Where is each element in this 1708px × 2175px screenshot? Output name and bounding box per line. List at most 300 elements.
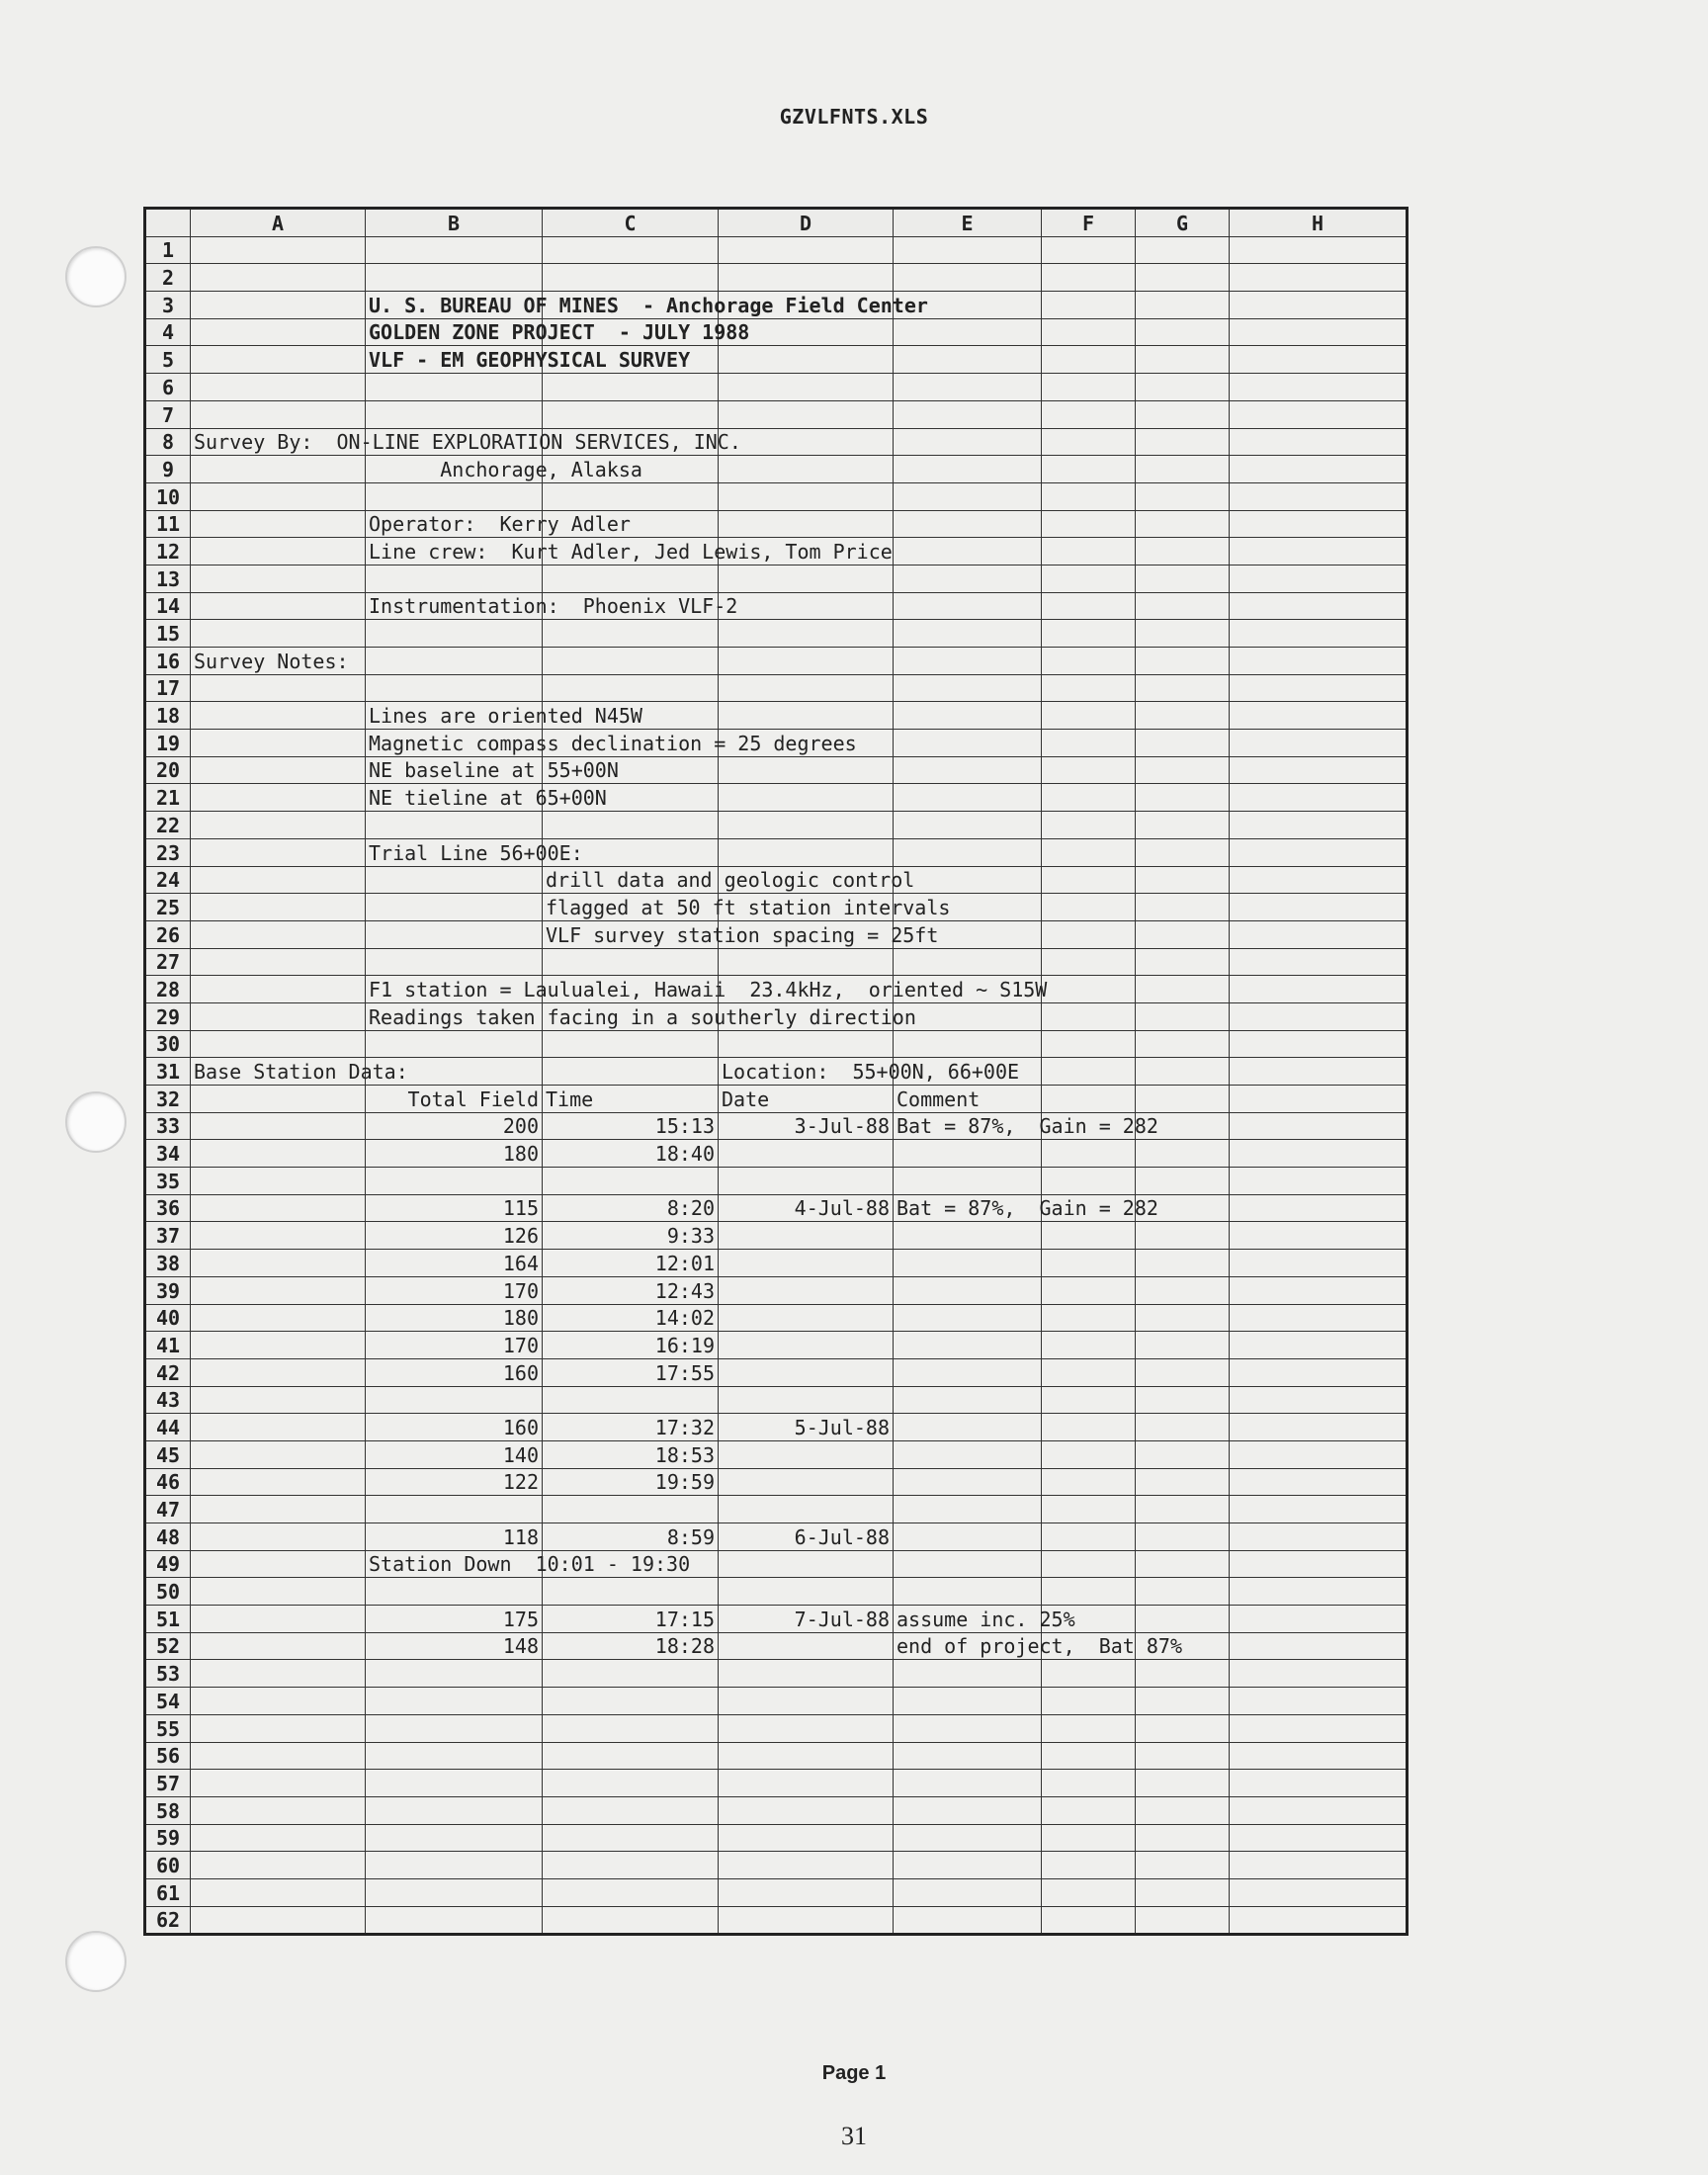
cell-e52[interactable] (894, 1632, 1182, 1660)
row-number[interactable]: 13 (145, 565, 191, 592)
cell-f21[interactable] (1042, 784, 1136, 812)
cell-a34[interactable] (191, 1140, 366, 1168)
column-header-f[interactable]: F (1042, 209, 1136, 237)
cell-h45[interactable] (1230, 1440, 1408, 1468)
cell-c55[interactable] (543, 1714, 719, 1742)
cell-b6[interactable] (366, 374, 543, 401)
row-number[interactable]: 3 (145, 292, 191, 319)
cell-a9[interactable] (191, 456, 366, 483)
cell-b27[interactable] (366, 948, 543, 976)
cell-h9[interactable] (1230, 456, 1408, 483)
cell-e6[interactable] (894, 374, 1042, 401)
cell-a39[interactable] (191, 1276, 366, 1304)
cell-e10[interactable] (894, 482, 1042, 510)
cell-b30[interactable] (366, 1030, 543, 1058)
cell-h31[interactable] (1230, 1058, 1408, 1086)
cell-h50[interactable] (1230, 1578, 1408, 1606)
cell-a58[interactable] (191, 1796, 366, 1824)
cell-c47[interactable] (543, 1496, 719, 1523)
cell-d54[interactable] (719, 1688, 894, 1715)
cell-b48[interactable]: 118 (366, 1523, 543, 1551)
cell-a45[interactable] (191, 1440, 366, 1468)
cell-d49[interactable] (719, 1550, 894, 1578)
cell-d21[interactable] (719, 784, 894, 812)
cell-h5[interactable] (1230, 346, 1408, 374)
cell-g5[interactable] (1136, 346, 1230, 374)
cell-f30[interactable] (1042, 1030, 1136, 1058)
cell-d37[interactable] (719, 1222, 894, 1250)
cell-e17[interactable] (894, 674, 1042, 702)
row-number[interactable]: 32 (145, 1086, 191, 1113)
cell-e9[interactable] (894, 456, 1042, 483)
cell-g60[interactable] (1136, 1852, 1230, 1879)
cell-b10[interactable] (366, 482, 543, 510)
cell-h2[interactable] (1230, 264, 1408, 292)
cell-f8[interactable] (1042, 428, 1136, 456)
row-number[interactable]: 56 (145, 1742, 191, 1770)
cell-h29[interactable] (1230, 1002, 1408, 1030)
cell-c45[interactable]: 18:53 (543, 1440, 719, 1468)
cell-d34[interactable] (719, 1140, 894, 1168)
cell-f9[interactable] (1042, 456, 1136, 483)
row-number[interactable]: 51 (145, 1606, 191, 1633)
cell-h59[interactable] (1230, 1824, 1408, 1852)
cell-f56[interactable] (1042, 1742, 1136, 1770)
cell-a59[interactable] (191, 1824, 366, 1852)
row-number[interactable]: 61 (145, 1878, 191, 1906)
cell-e35[interactable] (894, 1168, 1042, 1195)
cell-g24[interactable] (1136, 866, 1230, 894)
cell-e59[interactable] (894, 1824, 1042, 1852)
cell-f41[interactable] (1042, 1332, 1136, 1359)
cell-c62[interactable] (543, 1906, 719, 1935)
cell-g38[interactable] (1136, 1250, 1230, 1277)
cell-a31[interactable] (191, 1058, 408, 1086)
cell-d51[interactable]: 7-Jul-88 (719, 1606, 894, 1633)
cell-d43[interactable] (719, 1386, 894, 1414)
cell-a52[interactable] (191, 1632, 366, 1660)
cell-g14[interactable] (1136, 592, 1230, 620)
cell-g53[interactable] (1136, 1660, 1230, 1688)
cell-g40[interactable] (1136, 1304, 1230, 1332)
cell-e34[interactable] (894, 1140, 1042, 1168)
cell-g18[interactable] (1136, 702, 1230, 730)
cell-f3[interactable] (1042, 292, 1136, 319)
cell-a48[interactable] (191, 1523, 366, 1551)
cell-e39[interactable] (894, 1276, 1042, 1304)
cell-b38[interactable]: 164 (366, 1250, 543, 1277)
cell-g23[interactable] (1136, 838, 1230, 866)
cell-h56[interactable] (1230, 1742, 1408, 1770)
cell-a15[interactable] (191, 620, 366, 648)
cell-a12[interactable] (191, 538, 366, 566)
cell-e47[interactable] (894, 1496, 1042, 1523)
cell-c15[interactable] (543, 620, 719, 648)
row-number[interactable]: 39 (145, 1276, 191, 1304)
cell-f32[interactable] (1042, 1086, 1136, 1113)
cell-g8[interactable] (1136, 428, 1230, 456)
cell-g17[interactable] (1136, 674, 1230, 702)
cell-g37[interactable] (1136, 1222, 1230, 1250)
cell-e22[interactable] (894, 812, 1042, 839)
cell-f26[interactable] (1042, 920, 1136, 948)
cell-b11[interactable] (366, 510, 631, 538)
cell-a30[interactable] (191, 1030, 366, 1058)
cell-e62[interactable] (894, 1906, 1042, 1935)
row-number[interactable]: 23 (145, 838, 191, 866)
cell-c50[interactable] (543, 1578, 719, 1606)
row-number[interactable]: 9 (145, 456, 191, 483)
cell-g39[interactable] (1136, 1276, 1230, 1304)
cell-a53[interactable] (191, 1660, 366, 1688)
cell-b32[interactable]: Total Field (366, 1086, 543, 1113)
cell-g42[interactable] (1136, 1358, 1230, 1386)
cell-a14[interactable] (191, 592, 366, 620)
cell-e46[interactable] (894, 1468, 1042, 1496)
cell-d2[interactable] (719, 264, 894, 292)
cell-h16[interactable] (1230, 648, 1408, 675)
cell-e37[interactable] (894, 1222, 1042, 1250)
cell-f5[interactable] (1042, 346, 1136, 374)
cell-h1[interactable] (1230, 236, 1408, 264)
cell-e1[interactable] (894, 236, 1042, 264)
row-number[interactable]: 26 (145, 920, 191, 948)
cell-h19[interactable] (1230, 730, 1408, 757)
cell-a10[interactable] (191, 482, 366, 510)
cell-b14[interactable] (366, 592, 738, 620)
row-number[interactable]: 16 (145, 648, 191, 675)
cell-f16[interactable] (1042, 648, 1136, 675)
cell-a1[interactable] (191, 236, 366, 264)
cell-f46[interactable] (1042, 1468, 1136, 1496)
cell-b56[interactable] (366, 1742, 543, 1770)
cell-a44[interactable] (191, 1414, 366, 1441)
cell-e36[interactable] (894, 1194, 1158, 1222)
cell-g20[interactable] (1136, 756, 1230, 784)
row-number[interactable]: 5 (145, 346, 191, 374)
row-number[interactable]: 14 (145, 592, 191, 620)
cell-g13[interactable] (1136, 565, 1230, 592)
cell-h57[interactable] (1230, 1770, 1408, 1797)
cell-b43[interactable] (366, 1386, 543, 1414)
cell-f20[interactable] (1042, 756, 1136, 784)
cell-h15[interactable] (1230, 620, 1408, 648)
cell-f7[interactable] (1042, 400, 1136, 428)
cell-d5[interactable] (719, 346, 894, 374)
cell-d42[interactable] (719, 1358, 894, 1386)
row-number[interactable]: 1 (145, 236, 191, 264)
cell-f23[interactable] (1042, 838, 1136, 866)
cell-e54[interactable] (894, 1688, 1042, 1715)
cell-b20[interactable] (366, 756, 619, 784)
cell-c24[interactable] (543, 866, 915, 894)
cell-b57[interactable] (366, 1770, 543, 1797)
row-number[interactable]: 46 (145, 1468, 191, 1496)
cell-f1[interactable] (1042, 236, 1136, 264)
cell-a37[interactable] (191, 1222, 366, 1250)
cell-f12[interactable] (1042, 538, 1136, 566)
cell-a19[interactable] (191, 730, 366, 757)
cell-g32[interactable] (1136, 1086, 1230, 1113)
cell-g4[interactable] (1136, 318, 1230, 346)
cell-d50[interactable] (719, 1578, 894, 1606)
cell-e55[interactable] (894, 1714, 1042, 1742)
cell-a43[interactable] (191, 1386, 366, 1414)
cell-d59[interactable] (719, 1824, 894, 1852)
cell-b40[interactable]: 180 (366, 1304, 543, 1332)
cell-d47[interactable] (719, 1496, 894, 1523)
cell-b39[interactable]: 170 (366, 1276, 543, 1304)
cell-f27[interactable] (1042, 948, 1136, 976)
cell-f17[interactable] (1042, 674, 1136, 702)
cell-b9[interactable] (366, 456, 642, 483)
cell-b28[interactable] (366, 976, 1048, 1003)
cell-b33[interactable]: 200 (366, 1112, 543, 1140)
cell-h26[interactable] (1230, 920, 1408, 948)
cell-c54[interactable] (543, 1688, 719, 1715)
row-number[interactable]: 6 (145, 374, 191, 401)
row-number[interactable]: 35 (145, 1168, 191, 1195)
cell-a27[interactable] (191, 948, 366, 976)
cell-h32[interactable] (1230, 1086, 1408, 1113)
row-number[interactable]: 38 (145, 1250, 191, 1277)
cell-h55[interactable] (1230, 1714, 1408, 1742)
cell-g28[interactable] (1136, 976, 1230, 1003)
cell-f53[interactable] (1042, 1660, 1136, 1688)
cell-a32[interactable] (191, 1086, 366, 1113)
row-number[interactable]: 20 (145, 756, 191, 784)
cell-b35[interactable] (366, 1168, 543, 1195)
cell-e5[interactable] (894, 346, 1042, 374)
cell-f39[interactable] (1042, 1276, 1136, 1304)
cell-f60[interactable] (1042, 1852, 1136, 1879)
cell-f57[interactable] (1042, 1770, 1136, 1797)
cell-f44[interactable] (1042, 1414, 1136, 1441)
row-number[interactable]: 24 (145, 866, 191, 894)
cell-d7[interactable] (719, 400, 894, 428)
cell-g44[interactable] (1136, 1414, 1230, 1441)
cell-d32[interactable] (719, 1086, 894, 1113)
cell-f45[interactable] (1042, 1440, 1136, 1468)
cell-g56[interactable] (1136, 1742, 1230, 1770)
row-number[interactable]: 18 (145, 702, 191, 730)
row-number[interactable]: 21 (145, 784, 191, 812)
cell-b44[interactable]: 160 (366, 1414, 543, 1441)
cell-f47[interactable] (1042, 1496, 1136, 1523)
cell-f2[interactable] (1042, 264, 1136, 292)
column-header-b[interactable]: B (366, 209, 543, 237)
cell-h47[interactable] (1230, 1496, 1408, 1523)
column-header-d[interactable]: D (719, 209, 894, 237)
row-number[interactable]: 8 (145, 428, 191, 456)
cell-e19[interactable] (894, 730, 1042, 757)
cell-a62[interactable] (191, 1906, 366, 1935)
row-number[interactable]: 59 (145, 1824, 191, 1852)
cell-a55[interactable] (191, 1714, 366, 1742)
cell-c36[interactable]: 8:20 (543, 1194, 719, 1222)
cell-d62[interactable] (719, 1906, 894, 1935)
cell-g34[interactable] (1136, 1140, 1230, 1168)
cell-d39[interactable] (719, 1276, 894, 1304)
cell-f25[interactable] (1042, 894, 1136, 921)
row-number[interactable]: 12 (145, 538, 191, 566)
cell-b16[interactable] (366, 648, 543, 675)
cell-g27[interactable] (1136, 948, 1230, 976)
row-number[interactable]: 37 (145, 1222, 191, 1250)
cell-f48[interactable] (1042, 1523, 1136, 1551)
cell-a11[interactable] (191, 510, 366, 538)
cell-b42[interactable]: 160 (366, 1358, 543, 1386)
row-number[interactable]: 30 (145, 1030, 191, 1058)
cell-d27[interactable] (719, 948, 894, 976)
row-number[interactable]: 43 (145, 1386, 191, 1414)
cell-c13[interactable] (543, 565, 719, 592)
cell-f4[interactable] (1042, 318, 1136, 346)
cell-c52[interactable]: 18:28 (543, 1632, 719, 1660)
cell-c43[interactable] (543, 1386, 719, 1414)
cell-f18[interactable] (1042, 702, 1136, 730)
cell-h7[interactable] (1230, 400, 1408, 428)
cell-c48[interactable]: 8:59 (543, 1523, 719, 1551)
cell-h35[interactable] (1230, 1168, 1408, 1195)
cell-f42[interactable] (1042, 1358, 1136, 1386)
row-number[interactable]: 45 (145, 1440, 191, 1468)
cell-c27[interactable] (543, 948, 719, 976)
cell-b51[interactable]: 175 (366, 1606, 543, 1633)
cell-e21[interactable] (894, 784, 1042, 812)
cell-d22[interactable] (719, 812, 894, 839)
cell-a20[interactable] (191, 756, 366, 784)
cell-c16[interactable] (543, 648, 719, 675)
cell-d41[interactable] (719, 1332, 894, 1359)
row-number[interactable]: 60 (145, 1852, 191, 1879)
cell-a57[interactable] (191, 1770, 366, 1797)
cell-e53[interactable] (894, 1660, 1042, 1688)
cell-b55[interactable] (366, 1714, 543, 1742)
cell-a38[interactable] (191, 1250, 366, 1277)
cell-c32[interactable] (543, 1086, 719, 1113)
cell-b12[interactable] (366, 538, 893, 566)
cell-h62[interactable] (1230, 1906, 1408, 1935)
cell-c44[interactable]: 17:32 (543, 1414, 719, 1441)
cell-h40[interactable] (1230, 1304, 1408, 1332)
cell-g16[interactable] (1136, 648, 1230, 675)
cell-b4[interactable] (366, 318, 750, 346)
cell-d18[interactable] (719, 702, 894, 730)
cell-e24[interactable] (894, 866, 1042, 894)
cell-h28[interactable] (1230, 976, 1408, 1003)
cell-a61[interactable] (191, 1878, 366, 1906)
cell-f24[interactable] (1042, 866, 1136, 894)
cell-d11[interactable] (719, 510, 894, 538)
cell-b21[interactable] (366, 784, 607, 812)
cell-g11[interactable] (1136, 510, 1230, 538)
cell-b19[interactable] (366, 730, 857, 757)
cell-c37[interactable]: 9:33 (543, 1222, 719, 1250)
cell-b50[interactable] (366, 1578, 543, 1606)
row-number[interactable]: 19 (145, 730, 191, 757)
cell-e4[interactable] (894, 318, 1042, 346)
cell-h46[interactable] (1230, 1468, 1408, 1496)
cell-g50[interactable] (1136, 1578, 1230, 1606)
cell-d56[interactable] (719, 1742, 894, 1770)
cell-b53[interactable] (366, 1660, 543, 1688)
cell-b60[interactable] (366, 1852, 543, 1879)
cell-h60[interactable] (1230, 1852, 1408, 1879)
cell-c7[interactable] (543, 400, 719, 428)
cell-e7[interactable] (894, 400, 1042, 428)
cell-d36[interactable]: 4-Jul-88 (719, 1194, 894, 1222)
cell-f35[interactable] (1042, 1168, 1136, 1195)
cell-h13[interactable] (1230, 565, 1408, 592)
cell-c58[interactable] (543, 1796, 719, 1824)
cell-c31[interactable] (543, 1058, 719, 1086)
cell-d20[interactable] (719, 756, 894, 784)
cell-b25[interactable] (366, 894, 543, 921)
row-number[interactable]: 10 (145, 482, 191, 510)
cell-h58[interactable] (1230, 1796, 1408, 1824)
cell-a49[interactable] (191, 1550, 366, 1578)
cell-c59[interactable] (543, 1824, 719, 1852)
cell-a51[interactable] (191, 1606, 366, 1633)
cell-e57[interactable] (894, 1770, 1042, 1797)
cell-h44[interactable] (1230, 1414, 1408, 1441)
cell-h48[interactable] (1230, 1523, 1408, 1551)
cell-g9[interactable] (1136, 456, 1230, 483)
cell-h20[interactable] (1230, 756, 1408, 784)
cell-a60[interactable] (191, 1852, 366, 1879)
cell-e51[interactable] (894, 1606, 1075, 1633)
cell-f40[interactable] (1042, 1304, 1136, 1332)
cell-c41[interactable]: 16:19 (543, 1332, 719, 1359)
cell-c51[interactable]: 17:15 (543, 1606, 719, 1633)
cell-g3[interactable] (1136, 292, 1230, 319)
cell-e13[interactable] (894, 565, 1042, 592)
cell-a46[interactable] (191, 1468, 366, 1496)
cell-d13[interactable] (719, 565, 894, 592)
cell-g54[interactable] (1136, 1688, 1230, 1715)
cell-g2[interactable] (1136, 264, 1230, 292)
cell-f59[interactable] (1042, 1824, 1136, 1852)
row-number[interactable]: 11 (145, 510, 191, 538)
cell-f49[interactable] (1042, 1550, 1136, 1578)
column-header-e[interactable]: E (894, 209, 1042, 237)
row-number[interactable]: 22 (145, 812, 191, 839)
column-header-c[interactable]: C (543, 209, 719, 237)
cell-d6[interactable] (719, 374, 894, 401)
row-number[interactable]: 50 (145, 1578, 191, 1606)
cell-h30[interactable] (1230, 1030, 1408, 1058)
cell-h38[interactable] (1230, 1250, 1408, 1277)
cell-c61[interactable] (543, 1878, 719, 1906)
cell-e16[interactable] (894, 648, 1042, 675)
cell-a50[interactable] (191, 1578, 366, 1606)
cell-b3[interactable] (366, 292, 928, 319)
cell-b7[interactable] (366, 400, 543, 428)
cell-h37[interactable] (1230, 1222, 1408, 1250)
cell-b62[interactable] (366, 1906, 543, 1935)
cell-b34[interactable]: 180 (366, 1140, 543, 1168)
cell-b59[interactable] (366, 1824, 543, 1852)
cell-b2[interactable] (366, 264, 543, 292)
cell-d55[interactable] (719, 1714, 894, 1742)
cell-h34[interactable] (1230, 1140, 1408, 1168)
row-number[interactable]: 33 (145, 1112, 191, 1140)
cell-g25[interactable] (1136, 894, 1230, 921)
cell-b13[interactable] (366, 565, 543, 592)
cell-c42[interactable]: 17:55 (543, 1358, 719, 1386)
row-number[interactable]: 17 (145, 674, 191, 702)
